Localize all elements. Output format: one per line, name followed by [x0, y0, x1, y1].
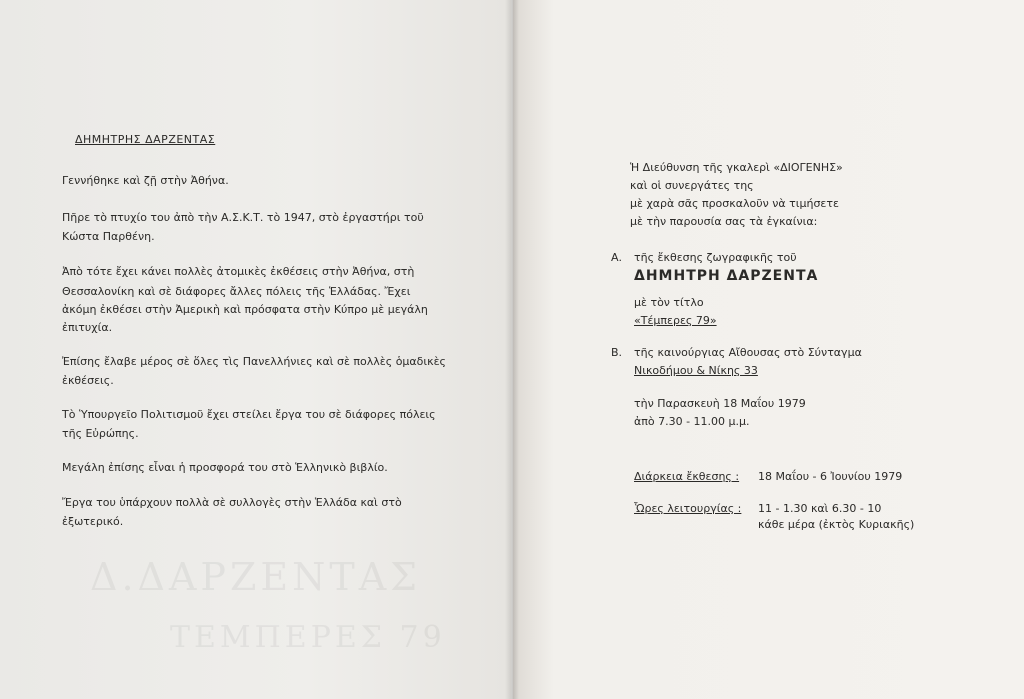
bio-line: Μεγάλη ἐπίσης εἶναι ἡ προσφορά του στὸ Ἑλληνικὸ βιβλίο. — [62, 461, 388, 474]
item-b-text: τῆς καινούργιας Αἴθουσας στὸ Σύνταγμα — [634, 346, 862, 359]
bio-line: Θεσσαλονίκη καὶ σὲ διάφορες ἄλλες πόλεις τῆς Ἑλλάδας. Ἔχει — [62, 285, 411, 298]
exhibition-title: «Τέμπερες 79» — [634, 314, 717, 327]
item-b-label: Β. — [611, 346, 623, 359]
right-page — [513, 0, 1024, 699]
watermark-line-1: Δ.ΔΑΡΖΕΝΤΑΣ — [90, 555, 422, 599]
invitation-line: καὶ οἱ συνεργάτες της — [630, 179, 754, 192]
bio-line: Τὸ Ὑπουργεῖο Πολιτισμοῦ ἔχει στείλει ἔργα του σὲ διάφορες πόλεις — [62, 408, 436, 421]
artist-name: ΔΗΜΗΤΡΗ ΔΑΡΖΕΝΤΑ — [634, 268, 819, 284]
bio-line: ἀκόμη ἐκθέσει στὴν Ἀμερικὴ καὶ πρόσφατα στὴν Κύπρο μὲ μεγάλη — [62, 303, 428, 316]
duration-label: Διάρκεια ἔκθεσης : — [634, 470, 740, 483]
hours-note: κάθε μέρα (ἐκτὸς Κυριακῆς) — [758, 518, 915, 531]
watermark-line-2: ΤΕΜΠΕΡΕΣ 79 — [170, 620, 446, 655]
bio-line: Πῆρε τὸ πτυχίο του ἀπὸ τὴν Α.Σ.Κ.Τ. τὸ 1947, στὸ ἐργαστήρι τοῦ — [62, 211, 424, 224]
title-prefix: μὲ τὸν τίτλο — [634, 296, 704, 309]
bio-line: τῆς Εὐρώπης. — [62, 427, 139, 440]
bio-line: Γεννήθηκε καὶ ζῇ στὴν Ἀθήνα. — [62, 174, 229, 187]
duration-value: 18 Μαΐου - 6 Ἰουνίου 1979 — [758, 470, 903, 483]
bio-line: Ἔργα του ὑπάρχουν πολλὰ σὲ συλλογὲς στὴν Ἑλλάδα καὶ στὸ — [62, 496, 402, 509]
item-a-label: Α. — [611, 251, 623, 264]
invitation-line: Ἡ Διεύθυνση τῆς γκαλερὶ «ΔΙΟΓΕΝΗΣ» — [630, 161, 843, 174]
hours-label: Ὧρες λειτουργίας : — [634, 502, 742, 515]
bio-line: ἐπιτυχία. — [62, 321, 113, 334]
opening-time: ἀπὸ 7.30 - 11.00 μ.μ. — [634, 415, 750, 428]
item-a-text: τῆς ἔκθεσης ζωγραφικῆς τοῦ — [634, 251, 797, 264]
invitation-line: μὲ χαρὰ σᾶς προσκαλοῦν νὰ τιμήσετε — [630, 197, 839, 210]
hours-value: 11 - 1.30 καὶ 6.30 - 10 — [758, 502, 882, 515]
opening-date: τὴν Παρασκευὴ 18 Μαΐου 1979 — [634, 397, 806, 410]
bio-line: ἐξωτερικό. — [62, 515, 124, 528]
artist-heading: ΔΗΜΗΤΡΗΣ ΔΑΡΖΕΝΤΑΣ — [75, 133, 216, 146]
gallery-address: Νικοδήμου & Νίκης 33 — [634, 364, 758, 377]
invitation-line: μὲ τὴν παρουσία σας τὰ ἐγκαίνια: — [630, 215, 818, 228]
left-page — [0, 0, 511, 699]
bio-line: Κώστα Παρθένη. — [62, 230, 155, 243]
page-fold — [505, 0, 519, 699]
bio-line: Ἀπὸ τότε ἔχει κάνει πολλὲς ἀτομικὲς ἐκθέσεις στὴν Ἀθήνα, στὴ — [62, 265, 415, 278]
bio-line: Ἐπίσης ἔλαβε μέρος σὲ ὅλες τὶς Πανελλήνιες καὶ σὲ πολλὲς ὁμαδικὲς — [62, 355, 447, 368]
bio-line: ἐκθέσεις. — [62, 374, 114, 387]
